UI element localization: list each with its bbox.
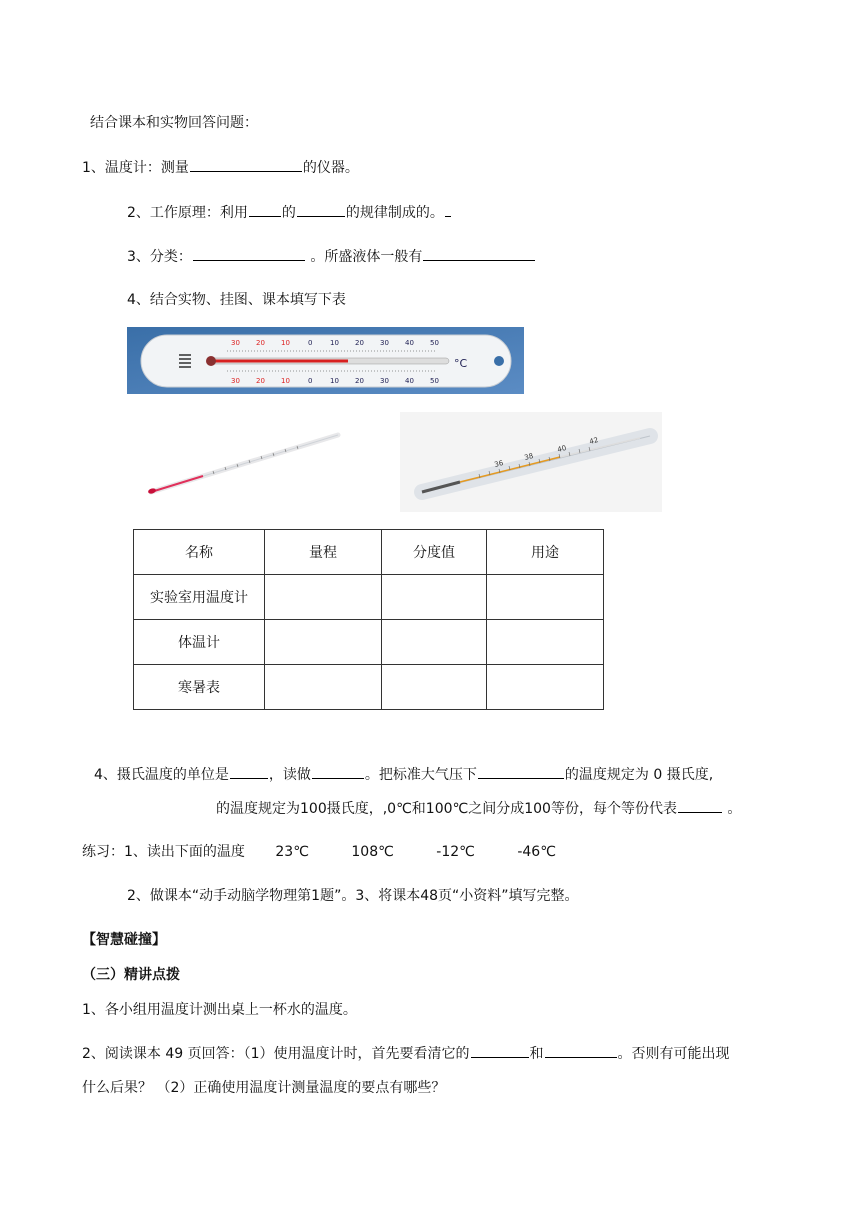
clinical-thermometer-image [400, 412, 662, 512]
scale-label: 0 [308, 339, 313, 347]
intro-text: 结合课本和实物回答问题： [90, 115, 258, 131]
scale-label: 42 [588, 436, 600, 446]
q2-after: 的规律制成的。 [345, 205, 444, 221]
subsection-title: （三）精讲点拨 [82, 967, 180, 983]
wall-thermometer-scale-top [231, 339, 439, 347]
table-header: 用途 [487, 530, 604, 575]
celsius-text: 的温度规定为100摄氏度，,0℃和100℃之间分成100等份，每个等份代表 [216, 801, 677, 817]
table-cell-name: 实验室用温度计 [134, 575, 265, 620]
celsius-text: ，读做 [268, 767, 311, 783]
section-title: 【智慧碰撞】 [82, 932, 166, 948]
scale-label: 10 [281, 339, 290, 347]
temp-reading: 108℃ [351, 844, 394, 860]
scale-label: 50 [430, 377, 439, 385]
task2-text: 2、阅读课本 49 页回答：（1）使用温度计时，首先要看清它的 [82, 1046, 470, 1062]
table-cell-input[interactable] [382, 620, 487, 665]
scale-label: 0 [308, 377, 313, 385]
scale-label: 10 [330, 339, 339, 347]
scale-label: 38 [523, 452, 535, 462]
table-row [134, 665, 604, 710]
table-cell-input[interactable] [265, 575, 382, 620]
question-1 [82, 157, 359, 177]
q2-blank-2[interactable] [297, 202, 345, 217]
scale-label: 20 [256, 339, 265, 347]
celsius-line-1 [94, 764, 713, 784]
read-as-blank[interactable] [312, 764, 364, 779]
table-cell-input[interactable] [382, 575, 487, 620]
q1-blank[interactable] [190, 157, 302, 172]
scale-label: 10 [330, 377, 339, 385]
scale-label: 20 [355, 377, 364, 385]
scale-label: 30 [380, 377, 389, 385]
task-2 [82, 1043, 730, 1063]
celsius-text: 。 [727, 801, 742, 817]
table-cell-input[interactable] [487, 665, 604, 710]
table-header: 名称 [134, 530, 265, 575]
scale-label: 10 [281, 377, 290, 385]
task-1: 1、各小组用温度计测出桌上一杯水的温度。 [82, 1002, 357, 1018]
question-4: 4、结合实物、挂图、课本填写下表 [127, 292, 346, 308]
scale-label: 40 [405, 377, 414, 385]
scale-label: 20 [355, 339, 364, 347]
table-cell-input[interactable] [487, 575, 604, 620]
table-row [134, 575, 604, 620]
table-row [134, 620, 604, 665]
wall-thermometer-image [127, 327, 524, 394]
lab-thermometer-image [143, 430, 343, 500]
scale-label: 30 [231, 339, 240, 347]
table-cell-input[interactable] [487, 620, 604, 665]
scale-label: 40 [405, 339, 414, 347]
q2-blank-3[interactable] [445, 202, 451, 217]
practice-line [82, 843, 556, 861]
question-2 [127, 202, 452, 222]
question-3 [127, 246, 536, 266]
table-header: 量程 [265, 530, 382, 575]
table-header-row [134, 530, 604, 575]
task2-text: 和 [529, 1046, 544, 1062]
q1-before: 1、温度计：测量 [82, 160, 189, 176]
scale-label: 20 [256, 377, 265, 385]
q3-blank-2[interactable] [423, 246, 535, 261]
task2-text: 。否则有可能出现 [617, 1046, 730, 1062]
thermometer-table [133, 529, 604, 710]
scale-label: 36 [493, 459, 505, 469]
practice-2: 2、做课本“动手动脑学物理第1题”。3、将课本48页“小资料”填写完整。 [127, 888, 579, 904]
scale-label: 50 [430, 339, 439, 347]
q1-after: 的仪器。 [302, 160, 359, 176]
celsius-text: 的温度规定为 0 摄氏度, [564, 767, 714, 783]
unit-label: °C [454, 357, 468, 370]
q3-blank-1[interactable] [193, 246, 305, 261]
celsius-text: 。把标准大气压下 [364, 767, 477, 783]
table-cell-input[interactable] [382, 665, 487, 710]
scale-label: 30 [380, 339, 389, 347]
q3-mid: 。所盛液体一般有 [310, 249, 423, 265]
table-header: 分度值 [382, 530, 487, 575]
temp-reading: 23℃ [275, 844, 309, 860]
practice-label: 练习：1、读出下面的温度 [82, 844, 245, 860]
division-value-blank[interactable] [545, 1043, 617, 1058]
unit-blank[interactable] [230, 764, 268, 779]
scale-label: 30 [231, 377, 240, 385]
celsius-text: 4、摄氏温度的单位是 [94, 767, 229, 783]
q2-blank-1[interactable] [249, 202, 281, 217]
range-blank[interactable] [471, 1043, 529, 1058]
zero-point-blank[interactable] [478, 764, 564, 779]
table-cell-name: 寒暑表 [134, 665, 265, 710]
wall-thermometer-scale-bottom [231, 377, 439, 385]
temp-reading: -46℃ [517, 844, 556, 860]
temp-reading: -12℃ [436, 844, 475, 860]
q2-mid: 的 [281, 205, 296, 221]
scale-label: 40 [556, 444, 568, 454]
q3-prefix: 3、分类： [127, 249, 192, 265]
q2-prefix: 2、工作原理：利用 [127, 205, 248, 221]
table-cell-input[interactable] [265, 620, 382, 665]
celsius-line-2 [216, 798, 741, 818]
division-blank[interactable] [678, 798, 722, 813]
table-cell-input[interactable] [265, 665, 382, 710]
task-2-line-2: 什么后果？ （2）正确使用温度计测量温度的要点有哪些？ [82, 1080, 446, 1096]
table-cell-name: 体温计 [134, 620, 265, 665]
